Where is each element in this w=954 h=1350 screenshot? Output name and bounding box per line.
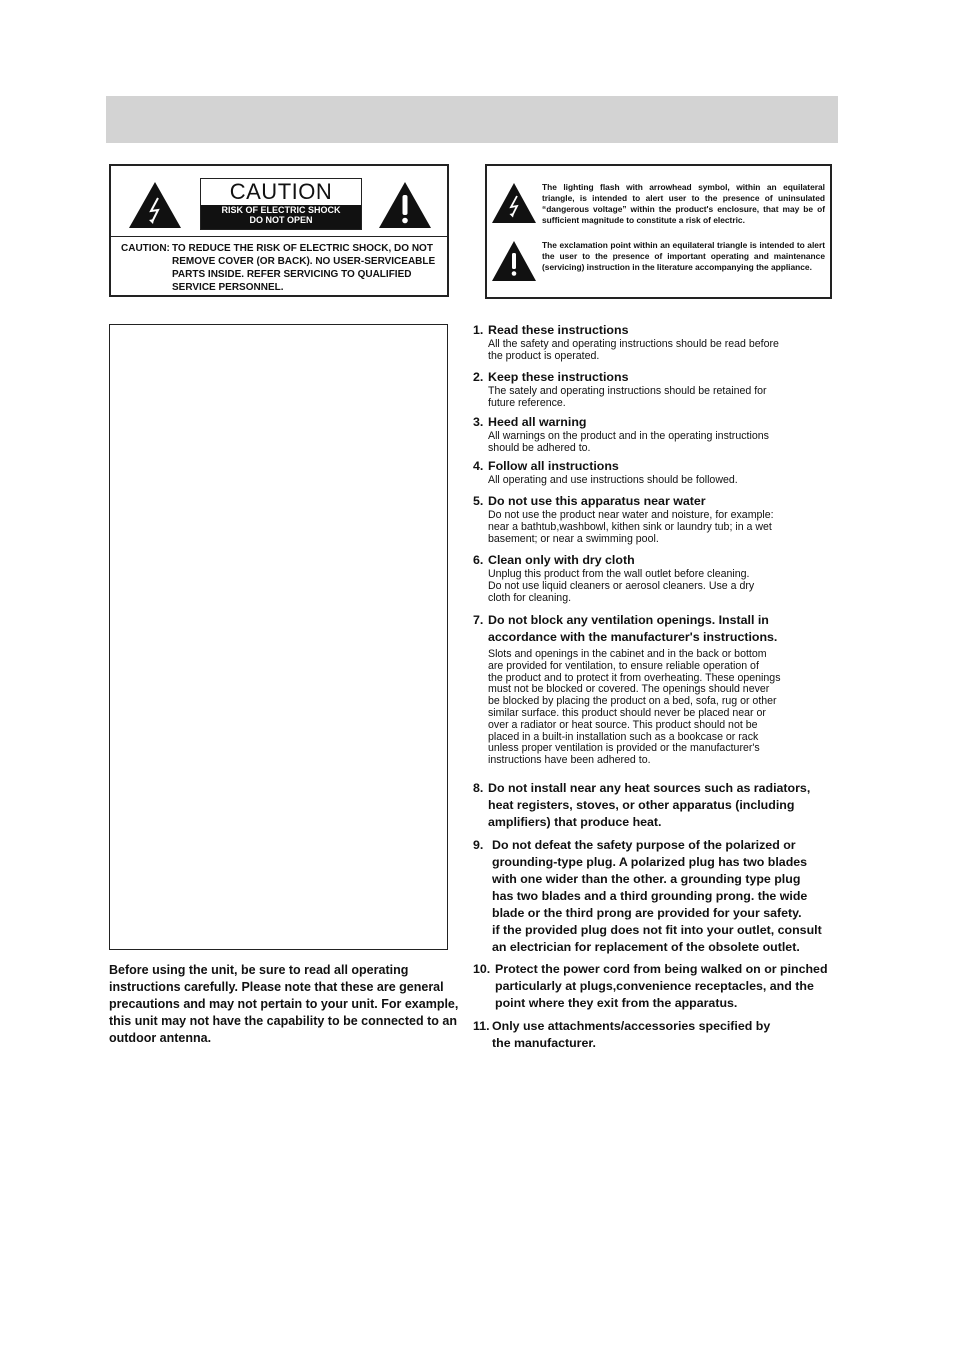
instruction-number: 1. [473, 323, 484, 337]
instruction-title: Read these instructions [488, 323, 629, 337]
lightning-symbol-description: The lighting flash with arrowhead symbol, within an equilateral triangle, is intended to alert user to the presence of uninsulated “dangerous voltage” within the product's enclosure, that may be of sufficient magnitude to constitute a risk of electric. [542, 182, 825, 225]
blank-frame [109, 324, 448, 950]
instruction-item-1 [473, 322, 833, 363]
instruction-item-7 [473, 612, 833, 767]
caution-text [121, 242, 443, 294]
instruction-number: 8. [473, 781, 484, 795]
instruction-number: 7. [473, 613, 484, 627]
instruction-title: Protect the power cord from being walked on or pinched particularly at plugs,convenience receptacles, and the point where they exit from the apparatus. [495, 962, 828, 1010]
instruction-title: Do not install near any heat sources such as radiators, heat registers, stoves, or other apparatus (including amplifiers) that produce heat. [488, 781, 811, 829]
instruction-title: Keep these instructions [488, 370, 629, 384]
instruction-number: 2. [473, 370, 484, 384]
instruction-body: Slots and openings in the cabinet and in the back or bottom are provided for ventilation, to ensure reliable operation of the product and to protect it from overheating. These openings must not be blocked or covered. The openings should never be blocked by placing the product on a bed, sofa, rug or other similar surface. this product should never be placed near or over a radiator or heat source. This product should not be placed in a built-in installation such as a bookcase or rack unless proper ventilation is provided or the manufacturer's instructions have been adhered to. [488, 648, 781, 767]
precautions-note: Before using the unit, be sure to read all operating instructions carefully. Please note that these are general precautions and may not pertain to your unit. For example, this unit may not have the capability to be connected to an outdoor antenna. [109, 963, 459, 1045]
lightning-symbol-icon [491, 182, 537, 229]
instruction-number: 9. [473, 838, 484, 852]
exclamation-symbol-description: The exclamation point within an equilateral triangle is intended to alert the user to the presence of important operating and maintenance (servicing) instruction in the literature accompanying the appliance. [542, 240, 825, 272]
instruction-item-9 [473, 837, 833, 956]
instruction-item-5 [473, 493, 833, 545]
instruction-item-8 [473, 780, 833, 831]
header-bar [106, 96, 838, 143]
instruction-number: 6. [473, 553, 484, 567]
instruction-body: Unplug this product from the wall outlet before cleaning. Do not use liquid cleaners or aerosol cleaners. Use a dry cloth for cleaning. [488, 568, 755, 604]
instruction-item-10 [473, 961, 833, 1012]
instruction-body: All operating and use instructions should be followed. [488, 474, 738, 486]
instruction-title: Clean only with dry cloth [488, 553, 635, 567]
caution-divider [111, 236, 447, 237]
instruction-number: 3. [473, 415, 484, 429]
caution-subtitle [201, 205, 361, 229]
instruction-body: All the safety and operating instructions should be read before the product is operated. [488, 338, 779, 362]
caution-text-body: TO REDUCE THE RISK OF ELECTRIC SHOCK, DO NOT REMOVE COVER (OR BACK). NO USER-SERVICEABLE PARTS INSIDE. REFER SERVICING TO QUALIFIED SERVICE PERSONNEL. [172, 243, 436, 293]
instruction-body: The sately and operating instructions should be retained for future reference. [488, 385, 767, 409]
instruction-item-2 [473, 369, 833, 410]
exclamation-symbol-icon [491, 240, 537, 287]
instruction-number: 5. [473, 494, 484, 508]
instruction-title: Only use attachments/accessories specified by the manufacturer. [492, 1019, 771, 1050]
instruction-item-11 [473, 1018, 833, 1052]
instruction-title: Do not use this apparatus near water [488, 494, 706, 508]
instruction-item-3 [473, 414, 833, 455]
exclamation-warning-icon [377, 180, 433, 230]
instruction-body: All warnings on the product and in the operating instructions should be adhered to. [488, 430, 769, 454]
instruction-number: 4. [473, 459, 484, 473]
lightning-warning-icon [127, 180, 183, 230]
instruction-number: 11. [473, 1019, 490, 1033]
instruction-item-4 [473, 458, 833, 487]
instruction-title: Do not defeat the safety purpose of the polarized or grounding-type plug. A polarized plug has two blades with one wider than the other. a grounding type plug has two blades and a third grounding prong. the wide blade or the third prong are provided for your safety. if the provided plug does not fit into your outlet, consult an electrician for replacement of the obsolete outlet. [492, 838, 822, 954]
instruction-item-6 [473, 552, 833, 604]
caution-subtitle-line-2: DO NOT OPEN [249, 215, 313, 225]
symbols-explanation-box [485, 164, 832, 299]
instruction-body: Do not use the product near water and noisture, for example: near a bathtub,washbowl, kithen sink or laundry tub; in a wet basement; or near a swimming pool. [488, 509, 774, 545]
caution-label-box [109, 164, 449, 297]
caution-text-lead: CAUTION: [121, 243, 170, 254]
instruction-number: 10. [473, 962, 491, 976]
instruction-title: Heed all warning [488, 415, 587, 429]
caution-subtitle-line-1: RISK OF ELECTRIC SHOCK [221, 205, 341, 215]
instruction-title: Follow all instructions [488, 459, 619, 473]
caution-title: CAUTION [229, 179, 333, 204]
caution-label [200, 178, 362, 230]
instruction-title: Do not block any ventilation openings. Install in accordance with the manufacturer's instructions. [488, 613, 778, 644]
